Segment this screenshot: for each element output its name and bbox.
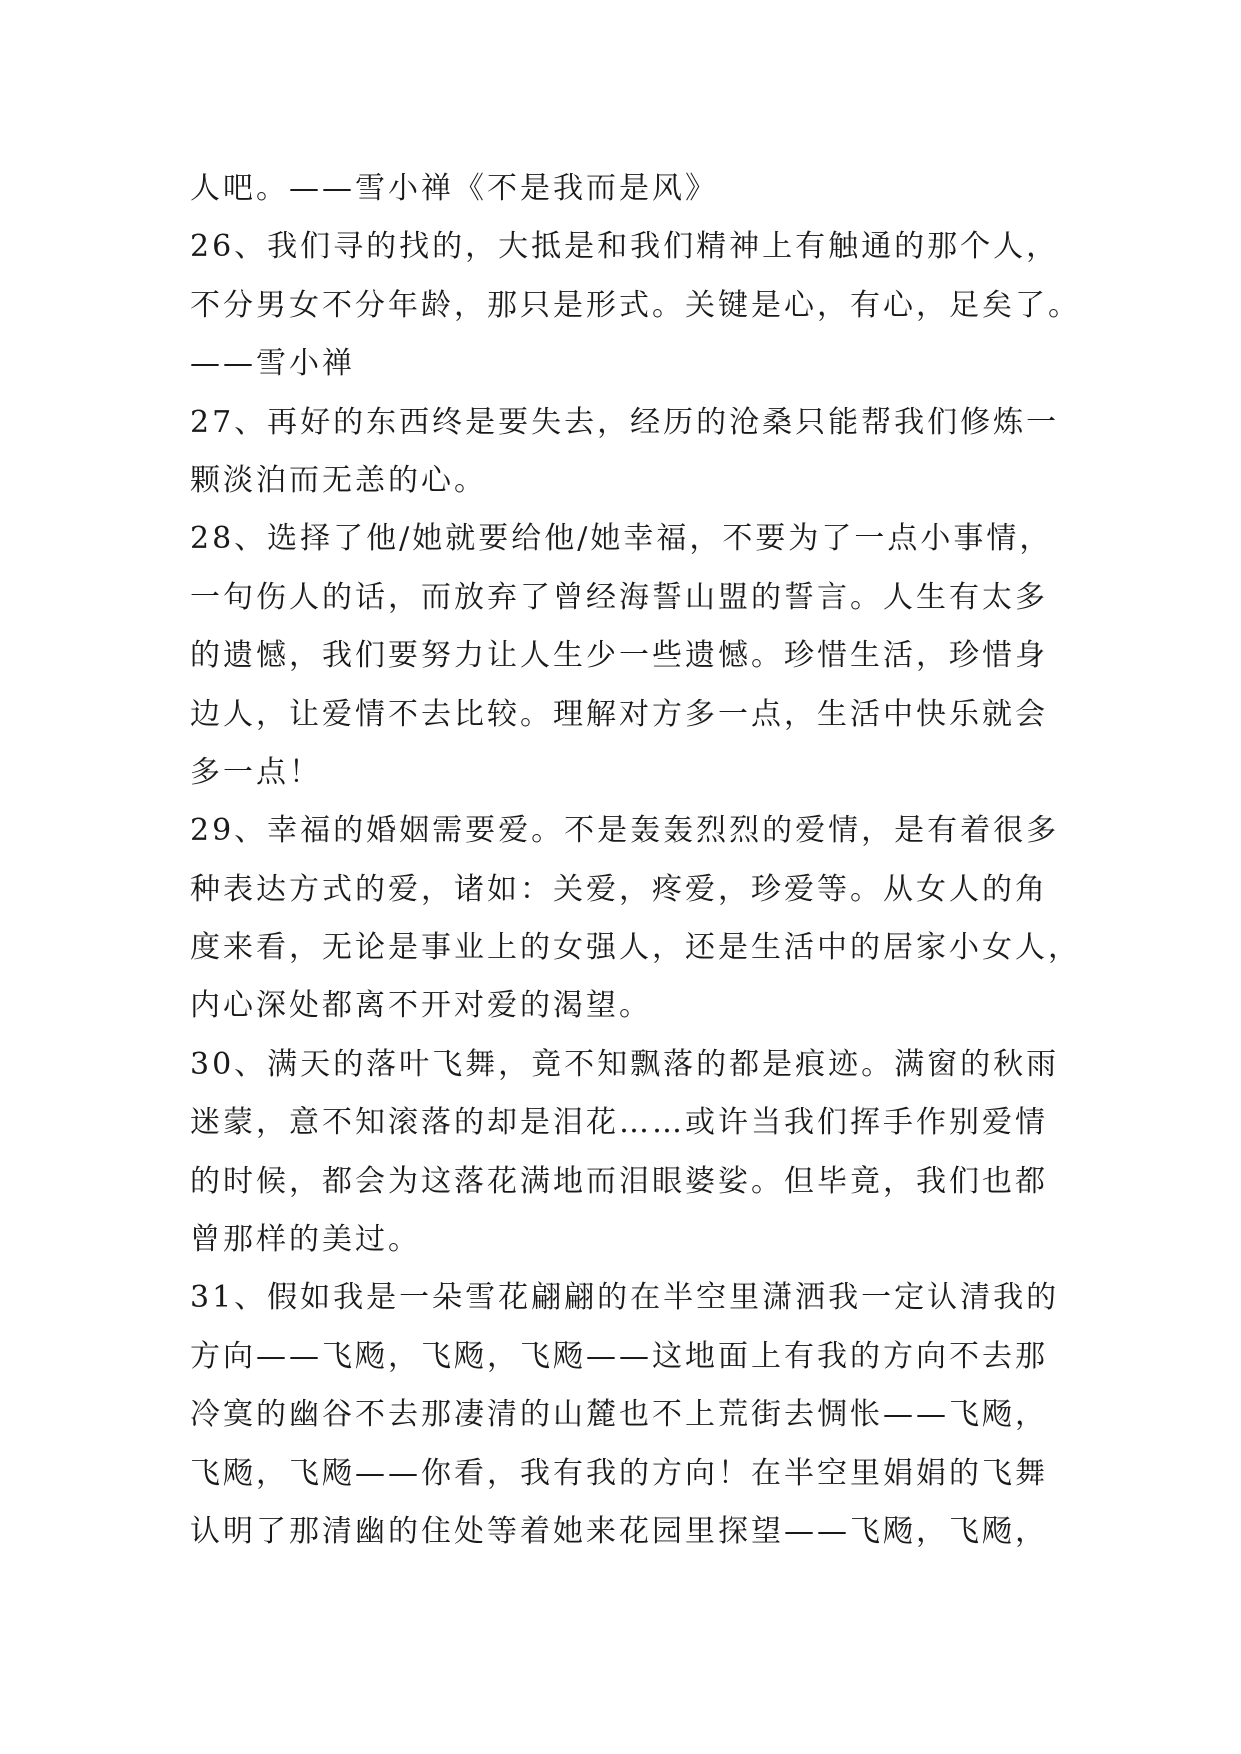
text-line: ——雪小禅 — [190, 346, 355, 382]
text-line: 多一点！ — [190, 754, 322, 790]
text-line: 人吧。——雪小禅《不是我而是风》 — [190, 171, 718, 206]
text-line: 方向——飞飏，飞飏，飞飏——这地面上有我的方向不去那 — [190, 1338, 1048, 1374]
text-line: 边人，让爱情不去比较。理解对方多一点，生活中快乐就会 — [190, 696, 1048, 732]
text-line: 度来看，无论是事业上的女强人，还是生活中的居家小女人， — [190, 930, 1081, 966]
document-body — [190, 160, 1081, 1561]
text-line: 颗淡泊而无恙的心。 — [190, 462, 487, 498]
text-line: 一句伤人的话，而放弃了曾经海誓山盟的誓言。人生有太多 — [190, 579, 1048, 615]
text-line: 的遗憾，我们要努力让人生少一些遗憾。珍惜生活，珍惜身 — [190, 638, 1048, 674]
text-line: 27、再好的东西终是要失去，经历的沧桑只能帮我们修炼一 — [190, 404, 1060, 440]
text-line: 认明了那清幽的住处等着她来花园里探望——飞飏，飞飏， — [190, 1513, 1048, 1549]
text-line: 26、我们寻的找的，大抵是和我们精神上有触通的那个人， — [190, 229, 1060, 265]
text-line: 31、假如我是一朵雪花翩翩的在半空里潇洒我一定认清我的 — [190, 1280, 1060, 1316]
text-line: 内心深处都离不开对爱的渴望。 — [190, 988, 652, 1024]
text-line: 的时候，都会为这落花满地而泪眼婆娑。但毕竟，我们也都 — [190, 1163, 1048, 1199]
text-line: 种表达方式的爱，诸如：关爱，疼爱，珍爱等。从女人的角 — [190, 871, 1048, 907]
text-line: 冷寞的幽谷不去那凄清的山麓也不上荒街去惆怅——飞飏， — [190, 1397, 1048, 1433]
text-line: 迷蒙，意不知滚落的却是泪花……或许当我们挥手作别爱情 — [190, 1105, 1048, 1141]
text-line: 曾那样的美过。 — [190, 1222, 421, 1258]
text-line: 飞飏，飞飏——你看，我有我的方向！在半空里娟娟的飞舞 — [190, 1455, 1048, 1491]
text-line: 不分男女不分年龄，那只是形式。关键是心，有心，足矣了。 — [190, 287, 1081, 323]
text-line: 30、满天的落叶飞舞，竟不知飘落的都是痕迹。满窗的秋雨 — [190, 1046, 1060, 1082]
text-line: 28、选择了他/她就要给他/她幸福，不要为了一点小事情， — [190, 521, 1053, 557]
text-line: 29、幸福的婚姻需要爱。不是轰轰烈烈的爱情，是有着很多 — [190, 813, 1060, 849]
